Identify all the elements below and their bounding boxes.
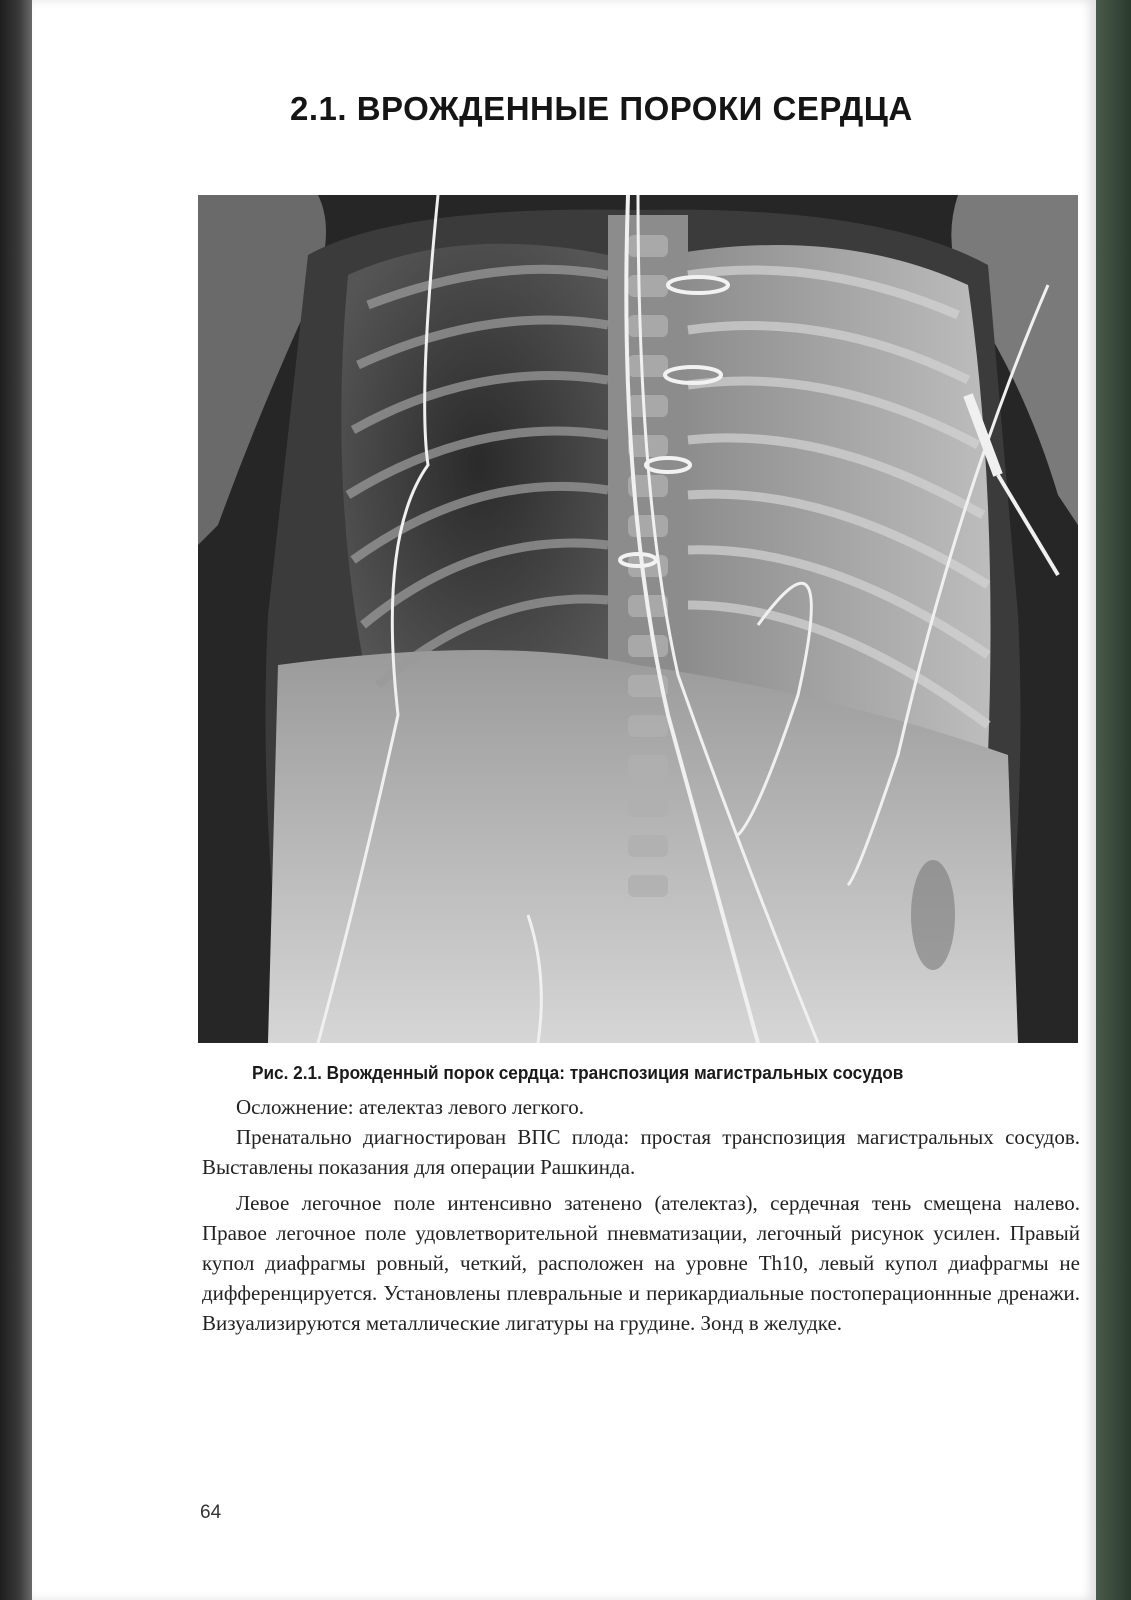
paragraph-complication: Осложнение: ателектаз левого легкого. xyxy=(236,1095,584,1119)
chapter-title: 2.1. ВРОЖДЕННЫЕ ПОРОКИ СЕРДЦА xyxy=(290,90,913,127)
chest-xray-image xyxy=(198,195,1078,1043)
scan-edge-right xyxy=(1096,0,1131,1600)
figure-caption: Рис. 2.1. Врожденный порок сердца: транспозиция магистральных сосудов xyxy=(252,1062,904,1083)
xray-figure xyxy=(198,195,1078,1043)
paragraph-prenatal-diagnosis: Пренатально диагностирован ВПС плода: простая транспозиция магистральных сосудов. Выставлены показания для операции Рашкинда. xyxy=(202,1125,1080,1179)
body-text xyxy=(202,1092,1080,1338)
paragraph-xray-description: Левое легочное поле интенсивно затенено (ателектаз), сердечная тень смещена налево. Правое легочное поле удовлетворительной пневматизации, легочный рисунок усилен. Правый купол диафрагмы ровный, четкий, расположен на уровне Th10, левый купол диафрагмы не дифференцируется. Установлены плевральные и перикардиальные постоперационнные дренажи. Визуализируются металлические лигатуры на грудине. Зонд в желудке. xyxy=(202,1191,1080,1335)
scan-edge-left xyxy=(0,0,32,1600)
page-number: 64 xyxy=(200,1502,222,1523)
